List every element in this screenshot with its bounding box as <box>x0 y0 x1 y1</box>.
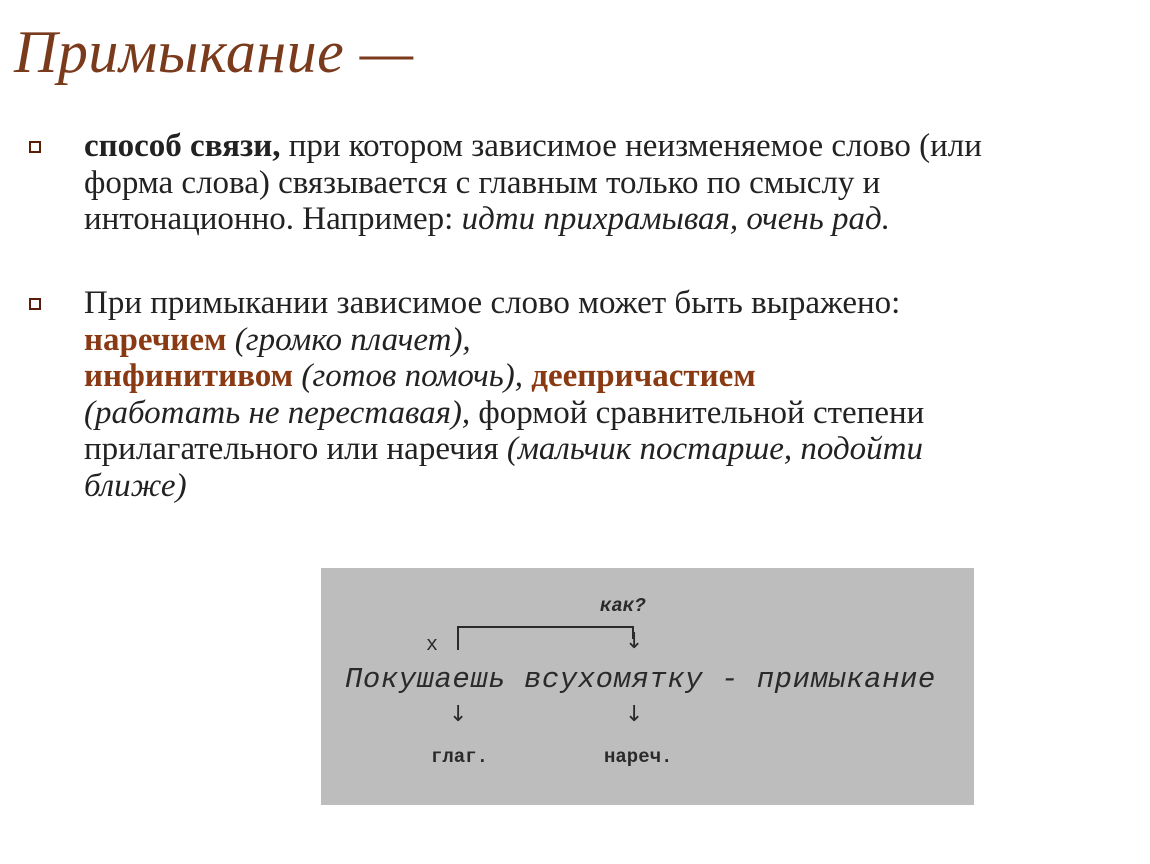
definition-lead: способ связи, <box>84 128 281 164</box>
bracket-top-horizontal <box>457 626 634 628</box>
diagram-sentence: Покушаешь всухомятку - примыкание <box>345 663 936 696</box>
bracket-left-vertical <box>457 626 459 650</box>
diagram-question: как? <box>600 595 646 617</box>
example-infinitive: (готов помочь), <box>293 358 524 394</box>
forms-comparative-text: формой сравнительной степени прилагательного или наречия <box>84 394 925 467</box>
example-gerund: (работать не переставая), <box>84 394 471 431</box>
diagram-adverb-label: нареч. <box>604 746 673 768</box>
diagram-verb-label: глаг. <box>431 746 489 768</box>
verb-arrow-down-icon: ↓ <box>449 702 468 727</box>
slide-title: Примыкание — <box>14 19 414 85</box>
bullet-marker-icon <box>29 141 41 153</box>
example-comparative: (мальчик постарше, подойти ближе) <box>84 431 924 504</box>
bullet-marker-icon <box>29 298 41 310</box>
bullet-definition <box>84 128 984 238</box>
example-adverb: (громко плачет), <box>226 321 471 358</box>
adverb-arrow-down-icon: ↓ <box>625 702 644 727</box>
definition-example: идти прихрамывая, очень рад. <box>461 201 890 237</box>
bullet-forms <box>84 285 984 504</box>
term-infinitive: инфинитивом <box>84 358 294 394</box>
term-gerund: деепричастием <box>531 358 756 394</box>
definition-text: при котором зависимое неизменяемое слово (или форма слова) связывается с главным только по смыслу и интонационно. Например: <box>84 128 982 237</box>
forms-intro: При примыкании зависимое слово может быть выражено: <box>84 285 901 321</box>
bracket-arrow-down-icon: ↓ <box>625 629 644 654</box>
term-adverb: наречием <box>84 321 227 358</box>
syntax-diagram <box>321 568 974 805</box>
diagram-x-mark: х <box>426 634 439 657</box>
